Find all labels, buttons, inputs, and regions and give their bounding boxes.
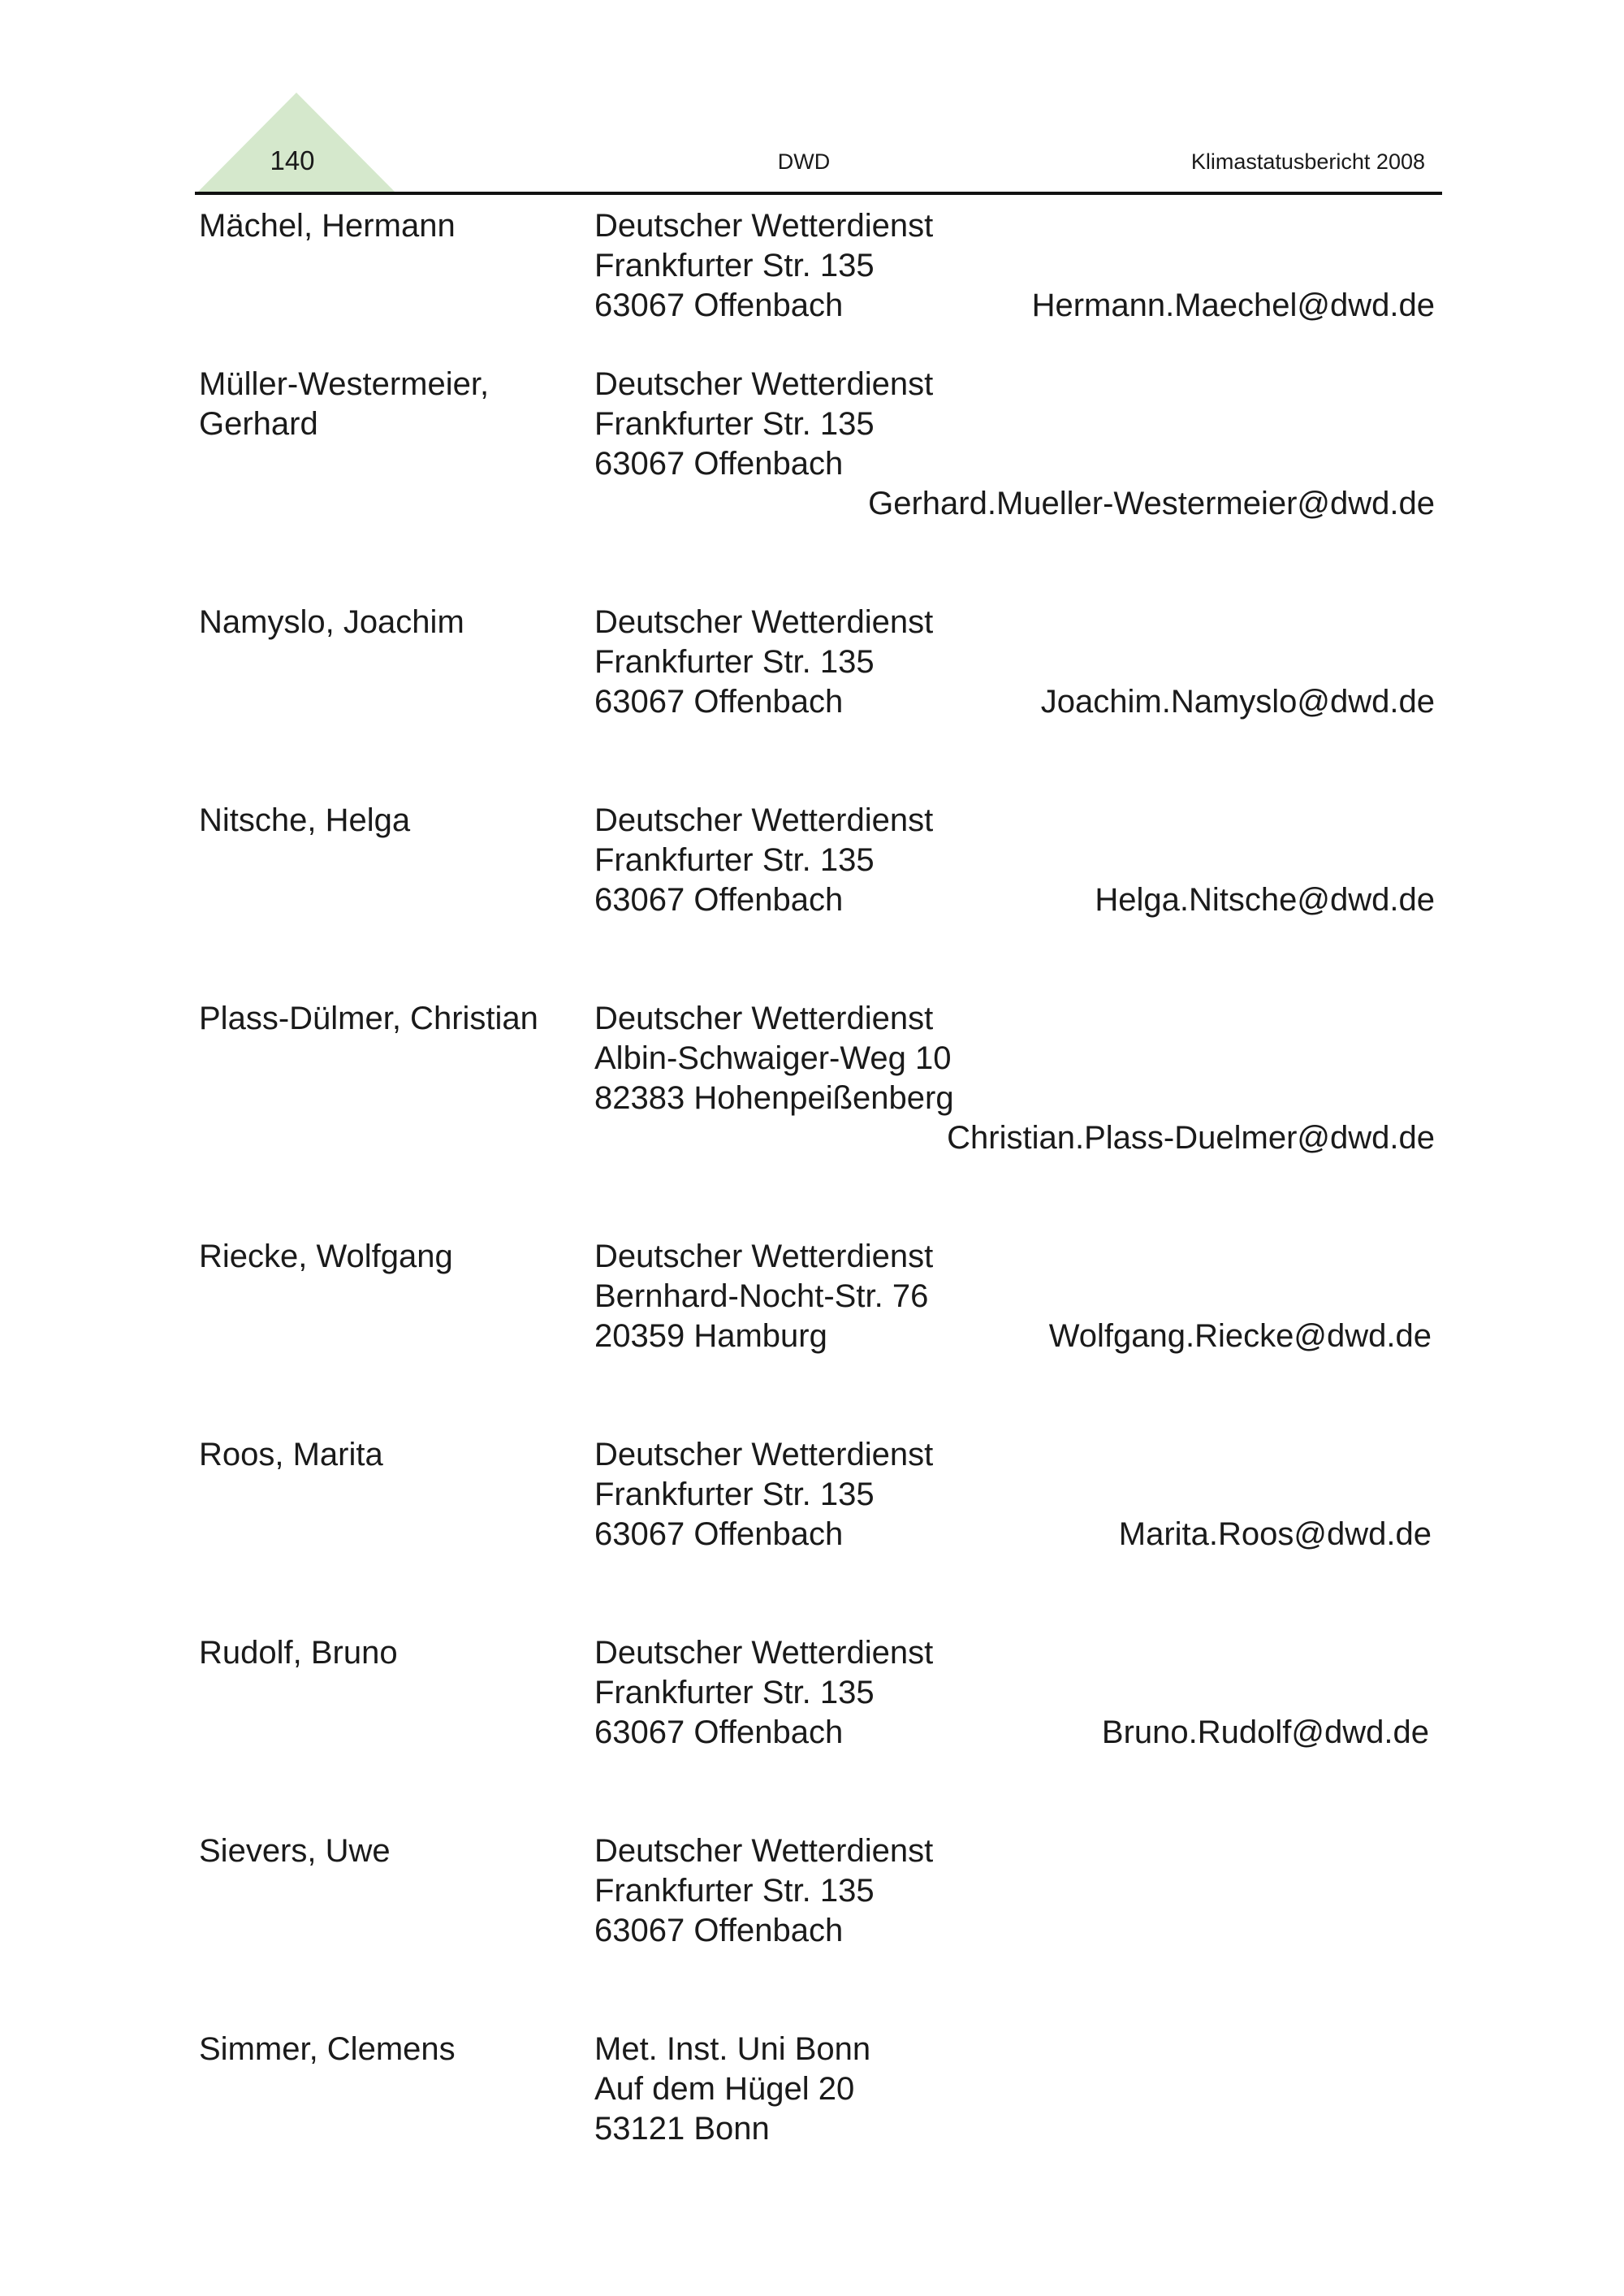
entry-address (594, 1435, 933, 1554)
address-city: 63067 Offenbach (594, 288, 844, 323)
entry-name-line: Sievers, Uwe (199, 1833, 391, 1869)
address-street: Frankfurter Str. 135 (594, 1873, 875, 1909)
address-institution: Met. Inst. Uni Bonn (594, 2031, 871, 2067)
page-number: 140 (270, 145, 315, 175)
address-institution: Deutscher Wetterdienst (594, 802, 934, 838)
entry-address (594, 206, 933, 326)
entry-name (199, 603, 464, 642)
entry-address (594, 365, 933, 484)
entry-email: Hermann.Maechel@dwd.de (1031, 288, 1435, 323)
address-city: 63067 Offenbach (594, 1913, 844, 1948)
address-street: Frankfurter Str. 135 (594, 406, 875, 442)
address-institution: Deutscher Wetterdienst (594, 1437, 934, 1472)
entry-email: Bruno.Rudolf@dwd.de (1101, 1714, 1429, 1750)
address-institution: Deutscher Wetterdienst (594, 1833, 934, 1869)
entry-name (199, 2030, 456, 2069)
address-city: 82383 Hohenpeißenberg (594, 1080, 954, 1116)
entry-name (199, 206, 456, 246)
entry-email: Christian.Plass-Duelmer@dwd.de (947, 1120, 1435, 1156)
entry-name-line: Nitsche, Helga (199, 802, 411, 838)
entry-address (594, 603, 933, 722)
address-street: Frankfurter Str. 135 (594, 1675, 875, 1710)
entry-address (594, 1237, 933, 1356)
entry-address (594, 1831, 933, 1951)
entry-name (199, 801, 410, 841)
address-street: Frankfurter Str. 135 (594, 842, 875, 878)
entry-name (199, 999, 538, 1039)
header-divider (195, 192, 1442, 195)
address-city: 63067 Offenbach (594, 882, 844, 918)
header-report-title: Klimastatusbericht 2008 (1190, 149, 1425, 174)
entry-name (199, 1237, 453, 1277)
address-institution: Deutscher Wetterdienst (594, 1001, 934, 1036)
address-city: 63067 Offenbach (594, 1516, 844, 1552)
entry-name (199, 1633, 398, 1673)
entry-email: Gerhard.Mueller-Westermeier@dwd.de (868, 486, 1435, 521)
address-city: 63067 Offenbach (594, 684, 844, 720)
entry-address (594, 1633, 933, 1753)
entry-address (594, 2030, 870, 2149)
address-street: Albin-Schwaiger-Weg 10 (594, 1040, 952, 1076)
address-institution: Deutscher Wetterdienst (594, 1239, 934, 1274)
entry-name-line: Rudolf, Bruno (199, 1635, 398, 1671)
entry-name-line: Gerhard (199, 406, 318, 442)
entry-name-line: Riecke, Wolfgang (199, 1239, 453, 1274)
address-city: 53121 Bonn (594, 2111, 770, 2147)
address-street: Frankfurter Str. 135 (594, 248, 875, 283)
address-institution: Deutscher Wetterdienst (594, 604, 934, 640)
address-institution: Deutscher Wetterdienst (594, 1635, 934, 1671)
entry-address (594, 999, 954, 1118)
address-institution: Deutscher Wetterdienst (594, 366, 934, 402)
entry-name-line: Plass-Dülmer, Christian (199, 1001, 538, 1036)
address-street: Auf dem Hügel 20 (594, 2071, 855, 2107)
entry-name-line: Müller-Westermeier, (199, 366, 490, 402)
entry-address (594, 801, 933, 920)
address-street: Frankfurter Str. 135 (594, 1477, 875, 1512)
entry-name-line: Namyslo, Joachim (199, 604, 464, 640)
entry-email: Marita.Roos@dwd.de (1118, 1516, 1432, 1552)
entry-email: Joachim.Namyslo@dwd.de (1040, 684, 1435, 720)
entry-name (199, 1831, 391, 1871)
entry-email: Wolfgang.Riecke@dwd.de (1048, 1318, 1432, 1354)
address-institution: Deutscher Wetterdienst (594, 208, 934, 244)
entry-name-line: Roos, Marita (199, 1437, 383, 1472)
entry-name (199, 1435, 383, 1475)
address-city: 63067 Offenbach (594, 446, 844, 482)
entry-name-line: Mächel, Hermann (199, 208, 456, 244)
page-number-triangle (195, 91, 398, 193)
entry-email: Helga.Nitsche@dwd.de (1095, 882, 1435, 918)
address-street: Bernhard-Nocht-Str. 76 (594, 1278, 929, 1314)
header-publisher: DWD (777, 149, 831, 174)
address-city: 63067 Offenbach (594, 1714, 844, 1750)
address-street: Frankfurter Str. 135 (594, 644, 875, 680)
address-city: 20359 Hamburg (594, 1318, 827, 1354)
entry-name-line: Simmer, Clemens (199, 2031, 456, 2067)
entry-name (199, 365, 489, 444)
